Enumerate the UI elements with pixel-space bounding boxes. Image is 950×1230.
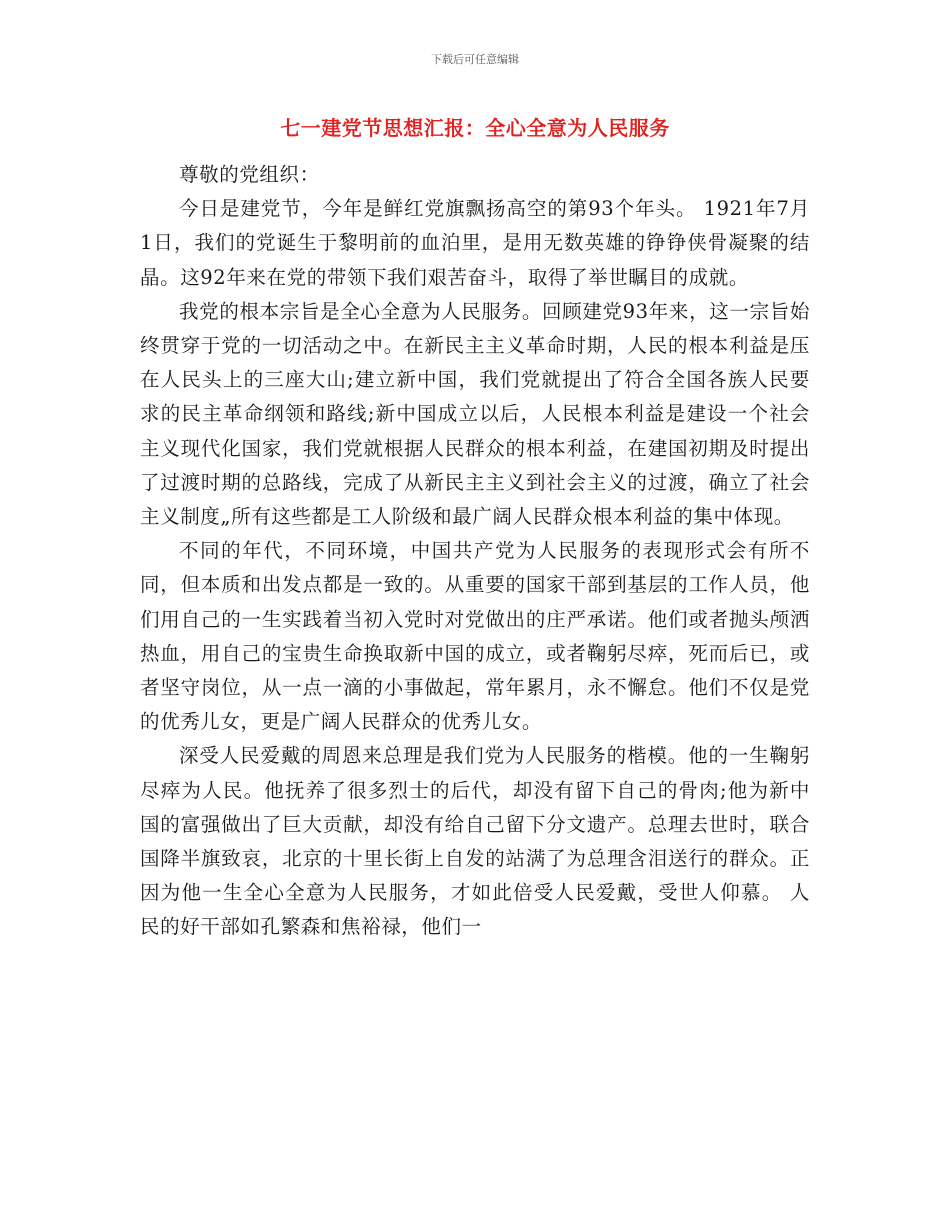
paragraph: 不同的年代，不同环境，中国共产党为人民服务的表现形式会有所不同，但本质和出发点都是一致的。从重要的国家干部到基层的工作人员，他们用自己的一生实践着当初入党时对党做出的庄严承诺。他们或者抛头颅洒热血，用自己的宝贵生命换取新中国的成立，或者鞠躬尽瘁，死而后已，或者坚守岗位，从一点一滴的小事做起，常年累月，永不懈怠。他们不仅是党的优秀儿女，更是广阔人民群众的优秀儿女。 — [140, 539, 810, 734]
paragraph: 今日是建党节，今年是鲜红党旗飘扬高空的第93个年头。 1921年7月1日，我们的党诞生于黎明前的血泊里，是用无数英雄的铮铮侠骨凝聚的结晶。这92年来在党的带领下我们艰苦奋斗，取得了举世瞩目的成就。 — [140, 197, 810, 289]
salutation: 尊敬的党组织： — [179, 163, 320, 186]
document-title: 七一建党节思想汇报：全心全意为人民服务 — [280, 116, 670, 140]
paragraph: 深受人民爱戴的周恩来总理是我们党为人民服务的楷模。他的一生鞠躬尽瘁为人民。他抚养了很多烈士的后代，却没有留下自己的骨肉;他为新中国的富强做出了巨大贡献，却没有给自己留下分文遗产。总理去世时，联合国降半旗致哀，北京的十里长街上自发的站满了为总理含泪送行的群众。正因为他一生全心全意为人民服务，才如此倍受人民爱戴，受世人仰慕。 人民的好干部如孔繁森和焦裕禄，他们一 — [140, 744, 810, 939]
header-note: 下载后可任意编辑 — [431, 53, 519, 66]
paragraph: 我党的根本宗旨是全心全意为人民服务。回顾建党93年来，这一宗旨始终贯穿于党的一切活动之中。在新民主主义革命时期，人民的根本利益是压在人民头上的三座大山;建立新中国，我们党就提出了符合全国各族人民要求的民主革命纲领和路线;新中国成立以后，人民根本利益是建设一个社会主义现代化国家，我们党就根据人民群众的根本利益，在建国初期及时提出了过渡时期的总路线，完成了从新民主主义到社会主义的过渡，确立了社会主义制度„所有这些都是工人阶级和最广阔人民群众根本利益的集中体现。 — [140, 299, 810, 529]
document-body — [140, 158, 810, 945]
